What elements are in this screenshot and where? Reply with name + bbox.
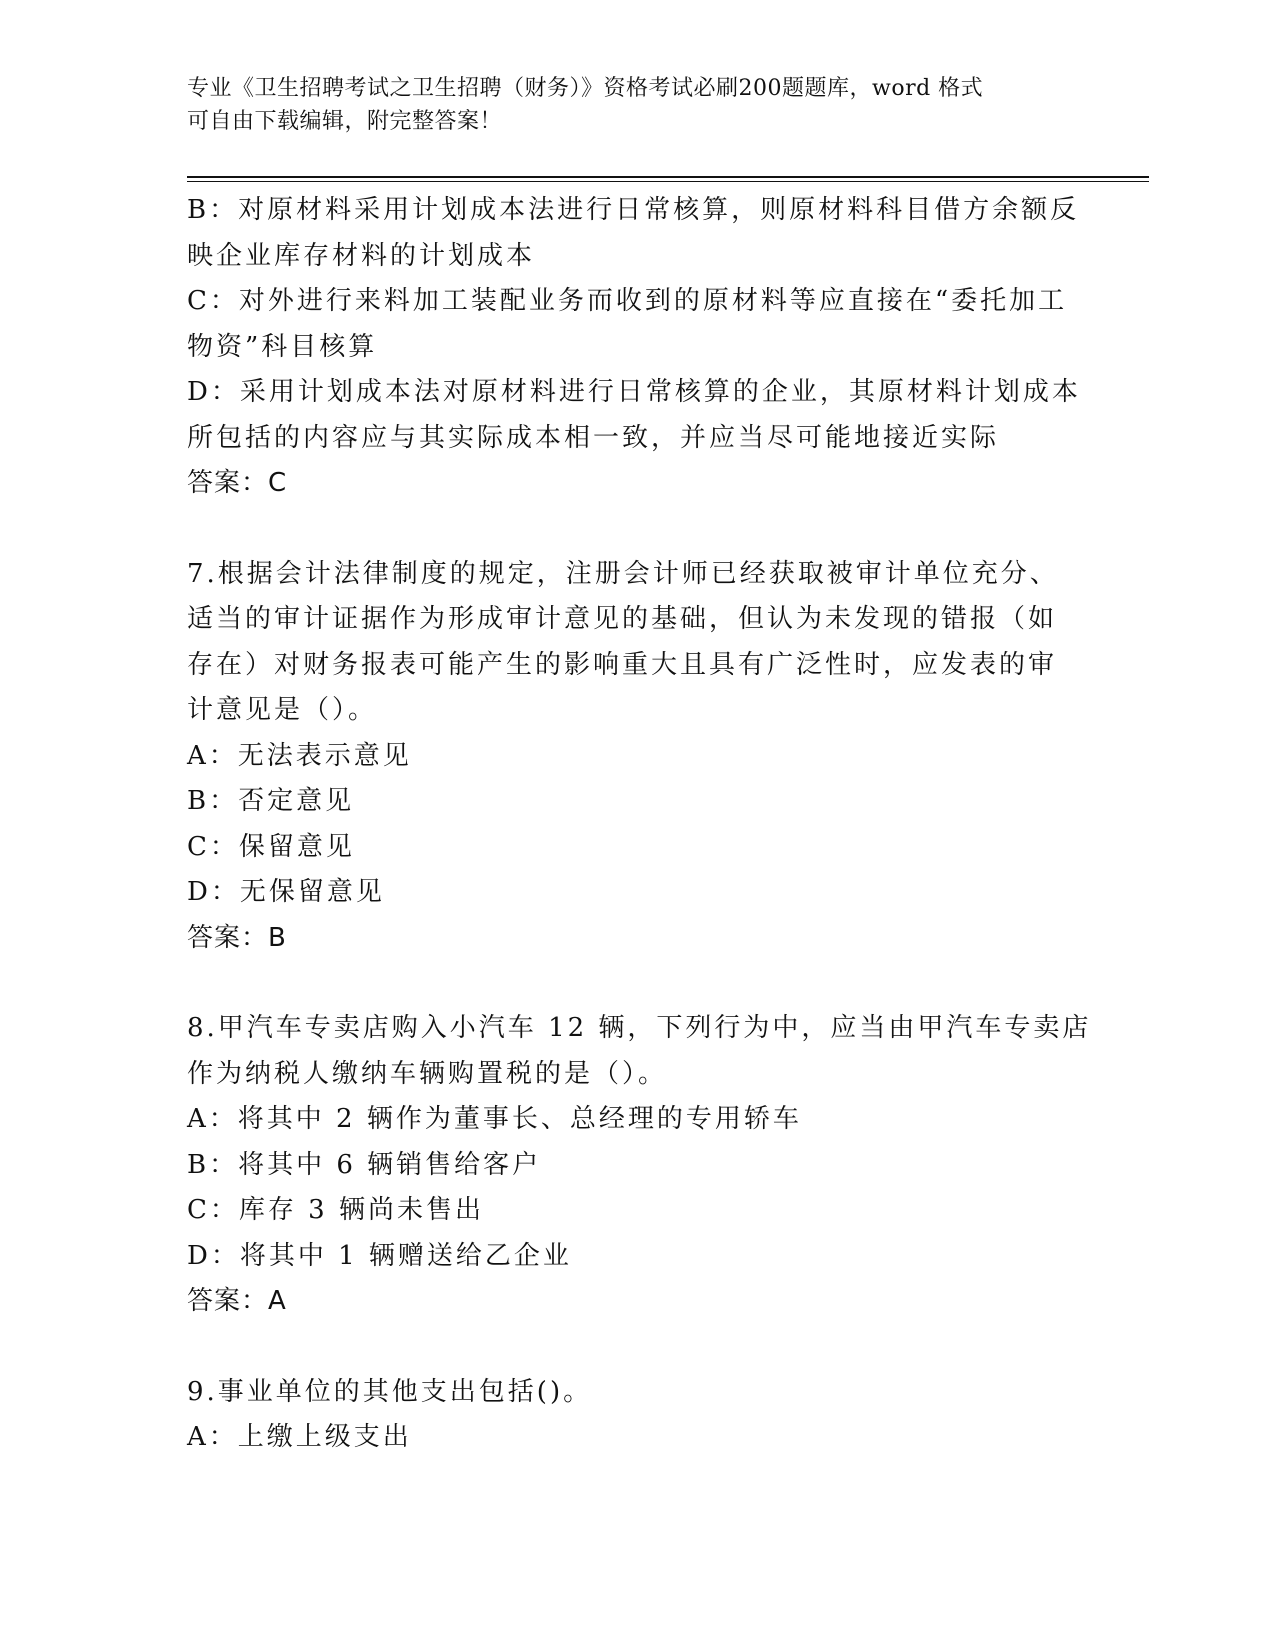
q6-option-b-line-2: 映企业库存材料的计划成本 (187, 240, 536, 271)
q8-stem-line-2: 作为纳税人缴纳车辆购置税的是（）。 (187, 1058, 668, 1089)
q7-stem-line-3: 存在）对财务报表可能产生的影响重大且具有广泛性时，应发表的审 (187, 649, 1058, 680)
q7-answer: 答案：B (187, 922, 287, 953)
document-header (187, 72, 1067, 138)
q8-option-c: C：库存 3 辆尚未售出 (187, 1195, 484, 1225)
q8-stem-line-1: 8.甲汽车专卖店购入小汽车 12 辆，下列行为中，应当由甲汽车专卖店 (187, 1013, 1092, 1043)
spacer (187, 507, 1072, 552)
q7-option-a: A：无法表示意见 (187, 740, 412, 771)
question-9 (187, 1370, 1072, 1461)
q6-option-b-line-1: B：对原材料采用计划成本法进行日常核算，则原材料科目借方余额反 (187, 195, 1080, 225)
q8-option-a: A：将其中 2 辆作为董事长、总经理的专用轿车 (187, 1104, 802, 1134)
q7-option-d: D：无保留意见 (187, 877, 385, 907)
spacer (187, 1325, 1072, 1370)
q6-answer: 答案：C (187, 468, 288, 498)
q7-option-c: C：保留意见 (187, 831, 355, 862)
spacer (187, 961, 1072, 1006)
q8-answer: 答案：A (187, 1286, 287, 1316)
q7-stem-line-1: 7.根据会计法律制度的规定，注册会计师已经获取被审计单位充分、 (187, 558, 1059, 589)
question-list (187, 188, 1092, 1461)
q6-option-c-line-2: 物资”科目核算 (187, 331, 378, 362)
q7-option-b: B：否定意见 (187, 786, 355, 816)
q6-option-d-line-2: 所包括的内容应与其实际成本相一致，并应当尽可能地接近实际 (187, 422, 1000, 453)
header-divider (187, 176, 1149, 182)
question-7 (187, 552, 1072, 962)
q9-option-a: A：上缴上级支出 (187, 1422, 412, 1452)
question-8 (187, 1006, 1092, 1325)
question-6-tail (187, 188, 1081, 507)
q8-option-d: D：将其中 1 辆赠送给乙企业 (187, 1240, 572, 1271)
q7-stem-line-4: 计意见是（）。 (187, 695, 378, 725)
q9-stem-line-1: 9.事业单位的其他支出包括()。 (187, 1376, 593, 1407)
header-line-2: 可自由下载编辑，附完整答案！ (187, 109, 503, 134)
q6-option-c-line-1: C：对外进行来料加工装配业务而收到的原材料等应直接在“委托加工 (187, 286, 1068, 316)
q6-option-d-line-1: D：采用计划成本法对原材料进行日常核算的企业，其原材料计划成本 (187, 377, 1081, 407)
header-line-1: 专业《卫生招聘考试之卫生招聘（财务）》资格考试必刷200题题库，word 格式 (187, 76, 984, 101)
q7-stem-line-2: 适当的审计证据作为形成审计意见的基础，但认为未发现的错报（如 (187, 604, 1058, 634)
q8-option-b: B：将其中 6 辆销售给客户 (187, 1149, 542, 1180)
